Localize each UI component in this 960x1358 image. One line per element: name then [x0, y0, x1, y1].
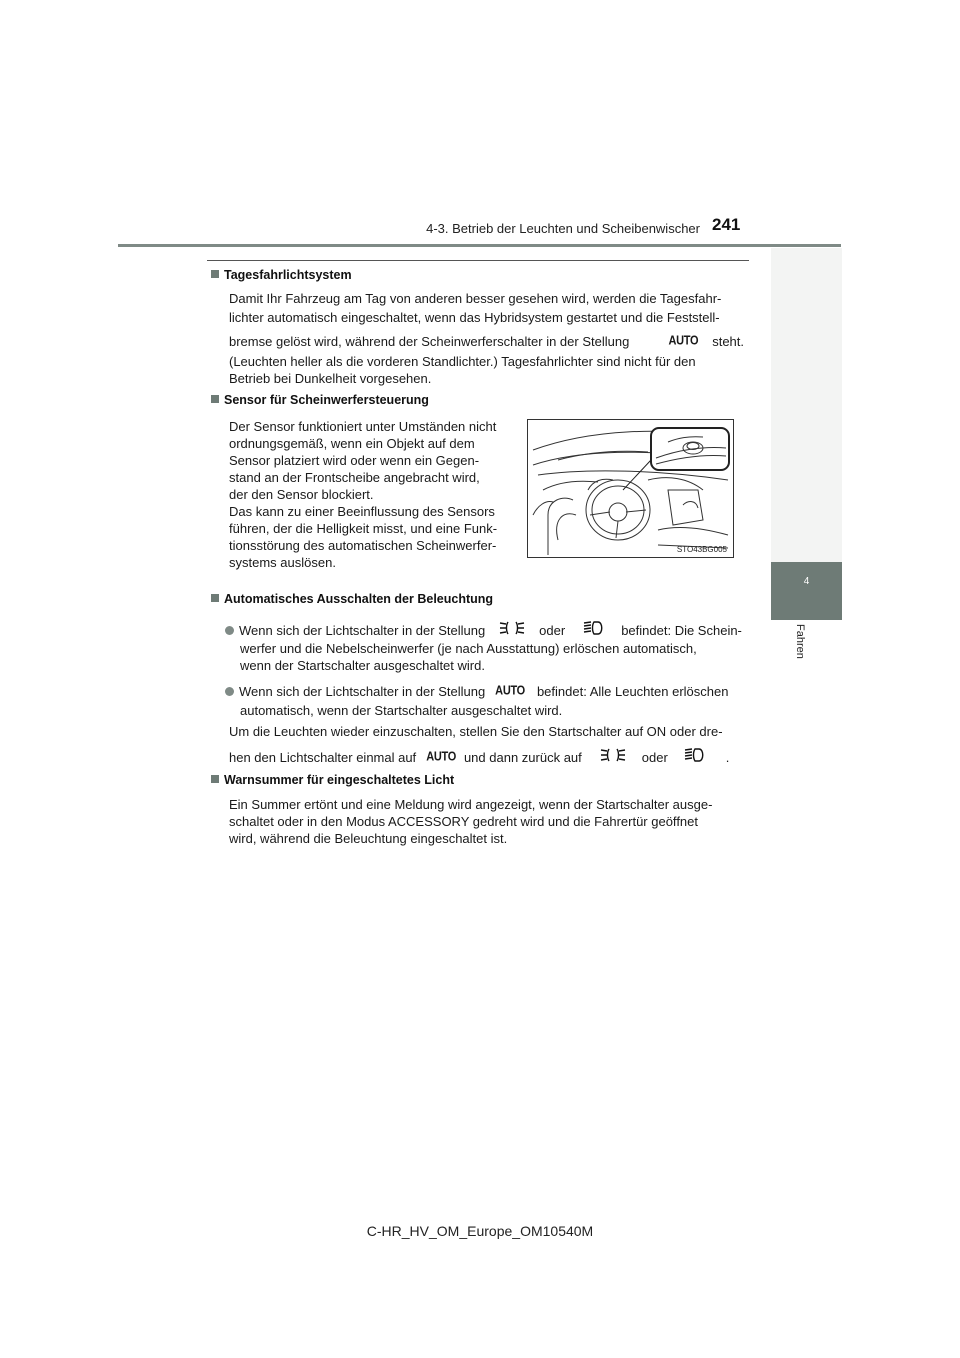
bullet-2-b: befindet: Alle Leuchten erlöschen [536, 684, 729, 699]
drl-line-3 [229, 333, 744, 350]
chapter-number: 4 [803, 576, 810, 587]
chapter-bar-background [771, 248, 842, 562]
bullet-1-line-2: werfer und die Nebelscheinwerfer (je nach Ausstattung) erlöschen automatisch, [240, 641, 697, 656]
heading-drl-text: Tagesfahrlichtsystem [224, 268, 352, 282]
heading-auto-off [211, 592, 493, 606]
bullet-1-line-1 [225, 620, 745, 640]
footer-doc-code: C-HR_HV_OM_Europe_OM10540M [366, 1223, 594, 1239]
auto-off-para-line-1: Um die Leuchten wieder einzuschalten, stellen Sie den Startschalter auf ON oder dre- [229, 724, 723, 739]
sensor-line: Sensor platziert wird oder wenn ein Gegen- [229, 453, 480, 468]
heading-auto-off-text: Automatisches Ausschalten der Beleuchtung [224, 592, 494, 606]
sensor-line: der den Sensor blockiert. [229, 487, 374, 502]
buzzer-line-1: Ein Summer ertönt und eine Meldung wird angezeigt, wenn der Startschalter ausge- [229, 797, 713, 812]
buzzer-line-3: wird, während die Beleuchtung eingeschaltet ist. [229, 831, 508, 846]
heading-drl [211, 268, 352, 282]
bullet-1-c: befindet: Die Schein- [621, 622, 742, 638]
auto-symbol: AUTO [668, 333, 699, 349]
drl-line-3b: steht. [712, 334, 744, 349]
sensor-line: systems auslösen. [229, 555, 336, 570]
drl-line-5: Betrieb bei Dunkelheit vorgesehen. [229, 371, 432, 386]
headlight-icon [684, 747, 706, 767]
drl-line-2: lichter automatisch eingeschaltet, wenn das Hybridsystem gestartet und die Feststell- [229, 310, 720, 325]
headlight-icon [583, 620, 605, 640]
header-section-title: 4-3. Betrieb der Leuchten und Scheibenwischer [426, 221, 700, 236]
page-number: 241 [712, 215, 741, 234]
bullet-2-line-1 [225, 683, 745, 700]
auto-off-para-line-2 [229, 747, 744, 767]
square-bullet-icon [211, 594, 219, 602]
dashboard-illustration-svg [528, 420, 733, 557]
drl-line-1: Damit Ihr Fahrzeug am Tag von anderen besser gesehen wird, werden die Tagesfahr- [229, 291, 722, 306]
square-bullet-icon [211, 395, 219, 403]
chapter-label: Fahren [794, 624, 806, 659]
small-lights-icon [600, 747, 626, 767]
heading-buzzer-text: Warnsummer für eingeschaltetes Licht [224, 773, 455, 787]
sensor-line: führen, der die Helligkeit misst, und eine Funk- [229, 521, 498, 536]
chapter-tab[interactable] [771, 562, 842, 620]
auto-off-p2a: hen den Lichtschalter einmal auf [229, 749, 417, 765]
auto-symbol: AUTO [495, 683, 525, 699]
square-bullet-icon [211, 775, 219, 783]
round-bullet-icon [225, 687, 234, 696]
bullet-1-line-3: wenn der Startschalter ausgeschaltet wird. [240, 658, 485, 673]
round-bullet-icon [225, 626, 234, 635]
drl-line-4: (Leuchten heller als die vorderen Standlichter.) Tagesfahrlichter sind nicht für den [229, 354, 696, 369]
small-lights-icon [499, 620, 525, 640]
bullet-2-line-2: automatisch, wenn der Startschalter ausgeschaltet wird. [240, 703, 563, 718]
section-rule [207, 260, 749, 261]
auto-off-p2d: . [725, 749, 730, 765]
auto-off-p2c: oder [641, 749, 668, 765]
auto-symbol: AUTO [426, 749, 456, 764]
sensor-line: Das kann zu einer Beeinflussung des Sensors [229, 504, 495, 519]
square-bullet-icon [211, 270, 219, 278]
figure-code: STO43BG005 [676, 545, 727, 554]
drl-line-3a: bremse gelöst wird, während der Scheinwerferschalter in der Stellung [229, 334, 630, 349]
header-rule [118, 244, 841, 247]
bullet-1-b: oder [539, 622, 566, 638]
bullet-2-a: Wenn sich der Lichtschalter in der Stellung [239, 684, 486, 699]
sensor-line: stand an der Frontscheibe angebracht wird, [229, 470, 480, 485]
heading-sensor [211, 393, 429, 407]
buzzer-line-2: schaltet oder in den Modus ACCESSORY gedreht wird und die Fahrertür geöffnet [229, 814, 698, 829]
sensor-text [229, 418, 516, 571]
bullet-1-a: Wenn sich der Lichtschalter in der Stellung [239, 622, 486, 638]
auto-off-p2b: und dann zurück auf [463, 749, 582, 765]
heading-sensor-text: Sensor für Scheinwerfersteuerung [224, 393, 429, 407]
heading-buzzer [211, 773, 454, 787]
sensor-line: Der Sensor funktioniert unter Umständen nicht [229, 419, 497, 434]
sensor-line: ordnungsgemäß, wenn ein Objekt auf dem [229, 436, 475, 451]
sensor-line: tionsstörung des automatischen Scheinwerfer- [229, 538, 497, 553]
sensor-illustration [527, 419, 734, 558]
